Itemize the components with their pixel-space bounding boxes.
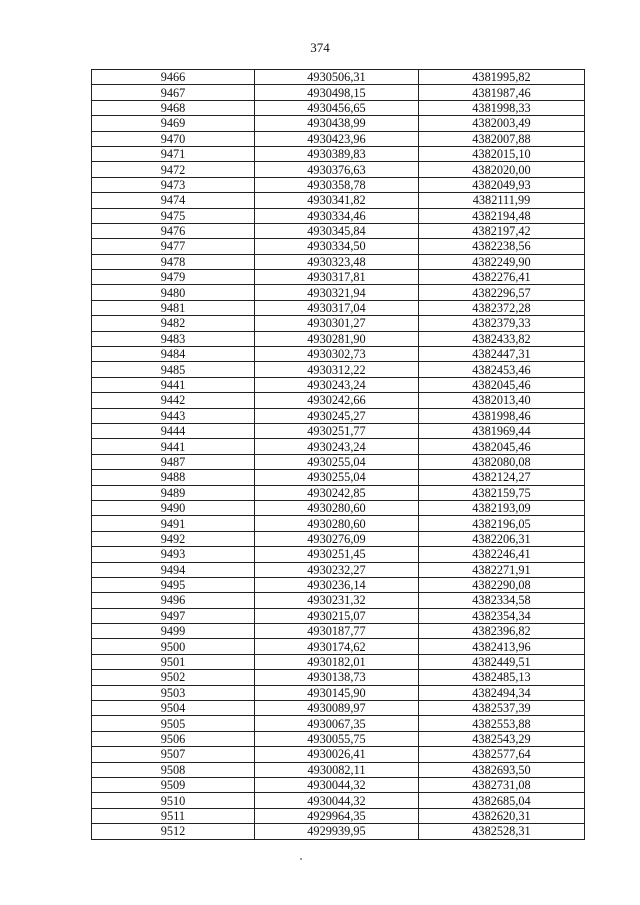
- point-number-cell: 9494: [92, 562, 255, 577]
- point-number-cell: 9509: [92, 777, 255, 792]
- table-row: [92, 577, 585, 592]
- table-row: [92, 454, 585, 469]
- y-coordinate-cell: 4382693,50: [419, 762, 585, 777]
- x-coordinate-cell: 4930187,77: [255, 624, 419, 639]
- table-row: [92, 485, 585, 500]
- y-coordinate-cell: 4382413,96: [419, 639, 585, 654]
- table-row: [92, 270, 585, 285]
- x-coordinate-cell: 4930055,75: [255, 731, 419, 746]
- table-row: [92, 131, 585, 146]
- y-coordinate-cell: 4382453,46: [419, 362, 585, 377]
- point-number-cell: 9508: [92, 762, 255, 777]
- y-coordinate-cell: 4381998,46: [419, 408, 585, 423]
- point-number-cell: 9490: [92, 500, 255, 515]
- y-coordinate-cell: 4382685,04: [419, 793, 585, 808]
- point-number-cell: 9481: [92, 300, 255, 315]
- point-number-cell: 9499: [92, 624, 255, 639]
- point-number-cell: 9510: [92, 793, 255, 808]
- table-row: [92, 701, 585, 716]
- x-coordinate-cell: 4930242,66: [255, 393, 419, 408]
- y-coordinate-cell: 4382447,31: [419, 347, 585, 362]
- table-row: [92, 808, 585, 823]
- x-coordinate-cell: 4930251,77: [255, 423, 419, 438]
- y-coordinate-cell: 4382197,42: [419, 223, 585, 238]
- point-number-cell: 9495: [92, 577, 255, 592]
- table-row: [92, 608, 585, 623]
- y-coordinate-cell: 4382731,08: [419, 777, 585, 792]
- table-row: [92, 747, 585, 762]
- point-number-cell: 9474: [92, 193, 255, 208]
- point-number-cell: 9492: [92, 531, 255, 546]
- x-coordinate-cell: 4930301,27: [255, 316, 419, 331]
- x-coordinate-cell: 4930089,97: [255, 701, 419, 716]
- y-coordinate-cell: 4382111,99: [419, 193, 585, 208]
- table-row: [92, 624, 585, 639]
- x-coordinate-cell: 4930317,81: [255, 270, 419, 285]
- point-number-cell: 9491: [92, 516, 255, 531]
- y-coordinate-cell: 4382271,91: [419, 562, 585, 577]
- x-coordinate-cell: 4930243,24: [255, 377, 419, 392]
- table-row: [92, 239, 585, 254]
- point-number-cell: 9473: [92, 177, 255, 192]
- table-row: [92, 300, 585, 315]
- point-number-cell: 9480: [92, 285, 255, 300]
- y-coordinate-cell: 4382045,46: [419, 439, 585, 454]
- x-coordinate-cell: 4930231,32: [255, 593, 419, 608]
- point-number-cell: 9497: [92, 608, 255, 623]
- x-coordinate-cell: 4930242,85: [255, 485, 419, 500]
- x-coordinate-cell: 4930026,41: [255, 747, 419, 762]
- y-coordinate-cell: 4382249,90: [419, 254, 585, 269]
- y-coordinate-cell: 4382276,41: [419, 270, 585, 285]
- table-row: [92, 470, 585, 485]
- y-coordinate-cell: 4381995,82: [419, 70, 585, 85]
- point-number-cell: 9502: [92, 670, 255, 685]
- y-coordinate-cell: 4381969,44: [419, 423, 585, 438]
- x-coordinate-cell: 4930302,73: [255, 347, 419, 362]
- table-row: [92, 316, 585, 331]
- table-row: [92, 824, 585, 839]
- point-number-cell: 9468: [92, 100, 255, 115]
- point-number-cell: 9441: [92, 377, 255, 392]
- y-coordinate-cell: 4382433,82: [419, 331, 585, 346]
- table-row: [92, 685, 585, 700]
- y-coordinate-cell: 4382080,08: [419, 454, 585, 469]
- point-number-cell: 9477: [92, 239, 255, 254]
- y-coordinate-cell: 4382013,40: [419, 393, 585, 408]
- point-number-cell: 9476: [92, 223, 255, 238]
- x-coordinate-cell: 4930243,24: [255, 439, 419, 454]
- y-coordinate-cell: 4382553,88: [419, 716, 585, 731]
- x-coordinate-cell: 4930082,11: [255, 762, 419, 777]
- x-coordinate-cell: 4930255,04: [255, 454, 419, 469]
- table-row: [92, 670, 585, 685]
- table-row: [92, 562, 585, 577]
- table-row: [92, 547, 585, 562]
- point-number-cell: 9484: [92, 347, 255, 362]
- x-coordinate-cell: 4930138,73: [255, 670, 419, 685]
- x-coordinate-cell: 4930506,31: [255, 70, 419, 85]
- x-coordinate-cell: 4930281,90: [255, 331, 419, 346]
- x-coordinate-cell: 4930323,48: [255, 254, 419, 269]
- point-number-cell: 9467: [92, 85, 255, 100]
- y-coordinate-cell: 4382379,33: [419, 316, 585, 331]
- y-coordinate-cell: 4382396,82: [419, 624, 585, 639]
- point-number-cell: 9511: [92, 808, 255, 823]
- x-coordinate-cell: 4930145,90: [255, 685, 419, 700]
- table-row: [92, 593, 585, 608]
- point-number-cell: 9504: [92, 701, 255, 716]
- point-number-cell: 9470: [92, 131, 255, 146]
- x-coordinate-cell: 4930376,63: [255, 162, 419, 177]
- x-coordinate-cell: 4930321,94: [255, 285, 419, 300]
- table-row: [92, 177, 585, 192]
- y-coordinate-cell: 4382485,13: [419, 670, 585, 685]
- table-row: [92, 516, 585, 531]
- coordinates-table: [91, 69, 585, 840]
- table-row: [92, 639, 585, 654]
- x-coordinate-cell: 4930389,83: [255, 146, 419, 161]
- point-number-cell: 9471: [92, 146, 255, 161]
- table-row: [92, 731, 585, 746]
- y-coordinate-cell: 4382206,31: [419, 531, 585, 546]
- x-coordinate-cell: 4929939,95: [255, 824, 419, 839]
- table-row: [92, 793, 585, 808]
- table-row: [92, 100, 585, 115]
- x-coordinate-cell: 4930358,78: [255, 177, 419, 192]
- x-coordinate-cell: 4930245,27: [255, 408, 419, 423]
- x-coordinate-cell: 4930044,32: [255, 793, 419, 808]
- x-coordinate-cell: 4930251,45: [255, 547, 419, 562]
- point-number-cell: 9485: [92, 362, 255, 377]
- table-row: [92, 254, 585, 269]
- point-number-cell: 9493: [92, 547, 255, 562]
- point-number-cell: 9496: [92, 593, 255, 608]
- point-number-cell: 9500: [92, 639, 255, 654]
- point-number-cell: 9469: [92, 116, 255, 131]
- x-coordinate-cell: 4930345,84: [255, 223, 419, 238]
- y-coordinate-cell: 4382449,51: [419, 654, 585, 669]
- y-coordinate-cell: 4382159,75: [419, 485, 585, 500]
- point-number-cell: 9503: [92, 685, 255, 700]
- y-coordinate-cell: 4382007,88: [419, 131, 585, 146]
- point-number-cell: 9505: [92, 716, 255, 731]
- y-coordinate-cell: 4382577,64: [419, 747, 585, 762]
- x-coordinate-cell: 4930182,01: [255, 654, 419, 669]
- table-row: [92, 377, 585, 392]
- x-coordinate-cell: 4930317,04: [255, 300, 419, 315]
- x-coordinate-cell: 4930255,04: [255, 470, 419, 485]
- table-row: [92, 777, 585, 792]
- x-coordinate-cell: 4930312,22: [255, 362, 419, 377]
- y-coordinate-cell: 4382620,31: [419, 808, 585, 823]
- x-coordinate-cell: 4930174,62: [255, 639, 419, 654]
- x-coordinate-cell: 4930438,99: [255, 116, 419, 131]
- point-number-cell: 9442: [92, 393, 255, 408]
- point-number-cell: 9441: [92, 439, 255, 454]
- point-number-cell: 9506: [92, 731, 255, 746]
- y-coordinate-cell: 4382494,34: [419, 685, 585, 700]
- x-coordinate-cell: 4930423,96: [255, 131, 419, 146]
- table-row: [92, 439, 585, 454]
- table-row: [92, 762, 585, 777]
- page-number: 374: [310, 40, 330, 55]
- y-coordinate-cell: 4382543,29: [419, 731, 585, 746]
- y-coordinate-cell: 4382354,34: [419, 608, 585, 623]
- table-row: [92, 716, 585, 731]
- y-coordinate-cell: 4382020,00: [419, 162, 585, 177]
- table-row: [92, 193, 585, 208]
- y-coordinate-cell: 4382196,05: [419, 516, 585, 531]
- y-coordinate-cell: 4382334,58: [419, 593, 585, 608]
- x-coordinate-cell: 4930498,15: [255, 85, 419, 100]
- table-row: [92, 347, 585, 362]
- table-row: [92, 331, 585, 346]
- y-coordinate-cell: 4382124,27: [419, 470, 585, 485]
- table-row: [92, 223, 585, 238]
- table-row: [92, 208, 585, 223]
- point-number-cell: 9489: [92, 485, 255, 500]
- table-row: [92, 362, 585, 377]
- y-coordinate-cell: 4382372,28: [419, 300, 585, 315]
- point-number-cell: 9488: [92, 470, 255, 485]
- table-row: [92, 654, 585, 669]
- x-coordinate-cell: 4930341,82: [255, 193, 419, 208]
- point-number-cell: 9478: [92, 254, 255, 269]
- point-number-cell: 9507: [92, 747, 255, 762]
- y-coordinate-cell: 4382003,49: [419, 116, 585, 131]
- table-row: [92, 500, 585, 515]
- y-coordinate-cell: 4381987,46: [419, 85, 585, 100]
- x-coordinate-cell: 4930334,46: [255, 208, 419, 223]
- x-coordinate-cell: 4930215,07: [255, 608, 419, 623]
- point-number-cell: 9479: [92, 270, 255, 285]
- table-row: [92, 162, 585, 177]
- x-coordinate-cell: 4930280,60: [255, 516, 419, 531]
- x-coordinate-cell: 4930044,32: [255, 777, 419, 792]
- x-coordinate-cell: 4929964,35: [255, 808, 419, 823]
- y-coordinate-cell: 4382246,41: [419, 547, 585, 562]
- x-coordinate-cell: 4930276,09: [255, 531, 419, 546]
- table-row: [92, 146, 585, 161]
- y-coordinate-cell: 4382045,46: [419, 377, 585, 392]
- point-number-cell: 9512: [92, 824, 255, 839]
- point-number-cell: 9487: [92, 454, 255, 469]
- y-coordinate-cell: 4382296,57: [419, 285, 585, 300]
- table-row: [92, 408, 585, 423]
- y-coordinate-cell: 4382238,56: [419, 239, 585, 254]
- point-number-cell: 9472: [92, 162, 255, 177]
- point-number-cell: 9475: [92, 208, 255, 223]
- scan-speck: [300, 858, 302, 860]
- y-coordinate-cell: 4382049,93: [419, 177, 585, 192]
- point-number-cell: 9482: [92, 316, 255, 331]
- table-row: [92, 393, 585, 408]
- table-row: [92, 423, 585, 438]
- point-number-cell: 9466: [92, 70, 255, 85]
- point-number-cell: 9483: [92, 331, 255, 346]
- table-row: [92, 285, 585, 300]
- x-coordinate-cell: 4930456,65: [255, 100, 419, 115]
- point-number-cell: 9501: [92, 654, 255, 669]
- y-coordinate-cell: 4382194,48: [419, 208, 585, 223]
- table-row: [92, 70, 585, 85]
- x-coordinate-cell: 4930067,35: [255, 716, 419, 731]
- x-coordinate-cell: 4930334,50: [255, 239, 419, 254]
- y-coordinate-cell: 4381998,33: [419, 100, 585, 115]
- y-coordinate-cell: 4382015,10: [419, 146, 585, 161]
- point-number-cell: 9443: [92, 408, 255, 423]
- table-row: [92, 116, 585, 131]
- point-number-cell: 9444: [92, 423, 255, 438]
- y-coordinate-cell: 4382290,08: [419, 577, 585, 592]
- x-coordinate-cell: 4930280,60: [255, 500, 419, 515]
- x-coordinate-cell: 4930236,14: [255, 577, 419, 592]
- x-coordinate-cell: 4930232,27: [255, 562, 419, 577]
- table-row: [92, 531, 585, 546]
- y-coordinate-cell: 4382528,31: [419, 824, 585, 839]
- y-coordinate-cell: 4382193,09: [419, 500, 585, 515]
- table-row: [92, 85, 585, 100]
- y-coordinate-cell: 4382537,39: [419, 701, 585, 716]
- coordinates-table-body: [92, 70, 585, 840]
